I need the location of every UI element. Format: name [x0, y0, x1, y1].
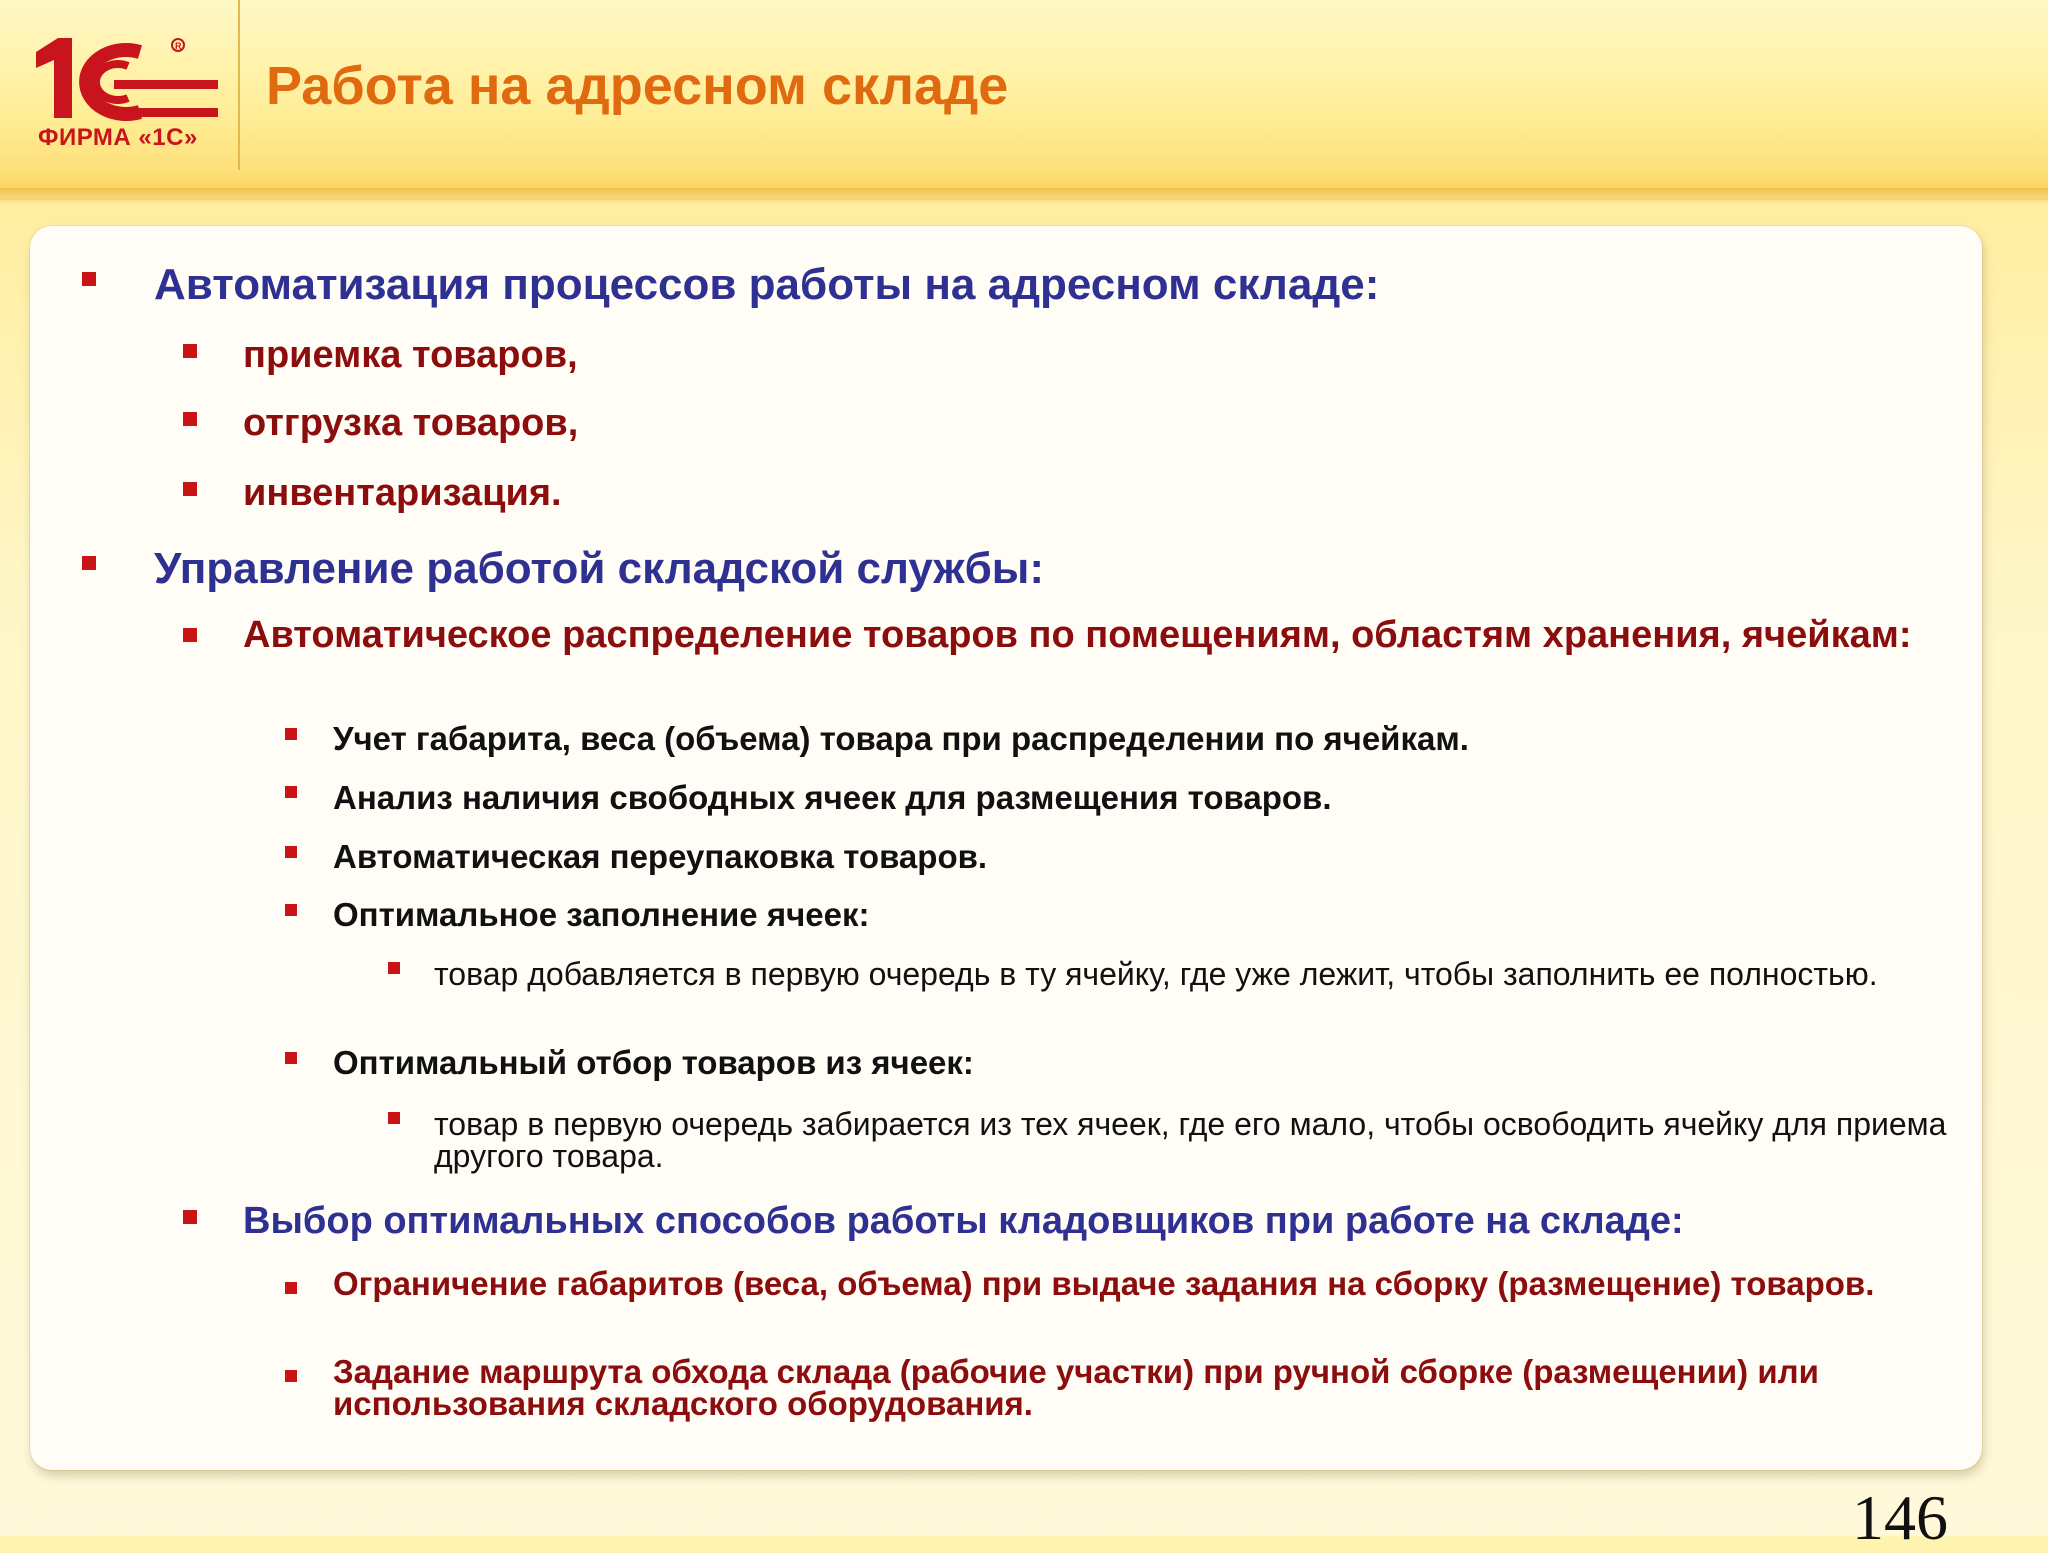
header-shadow: [0, 188, 2048, 204]
list-item-automation: Автоматизация процессов работы на адресном складе:: [154, 260, 1380, 309]
bullet-icon: [285, 846, 297, 858]
bullet-icon: [285, 1282, 297, 1294]
list-item-free-cells: Анализ наличия свободных ячеек для размещения товаров.: [333, 779, 1332, 816]
list-item-inventory: инвентаризация.: [243, 472, 562, 514]
page-title: Работа на адресном складе: [266, 56, 1009, 116]
list-item-receiving: приемка товаров,: [243, 334, 578, 376]
bullet-icon: [285, 904, 297, 916]
bullet-icon: [183, 482, 197, 496]
page-number: 146: [1852, 1482, 1948, 1553]
list-item-storekeepers: Выбор оптимальных способов работы кладовщиков при работе на складе:: [243, 1200, 1684, 1242]
bullet-icon: [285, 1370, 297, 1382]
list-item-optimal-pick: Оптимальный отбор товаров из ячеек:: [333, 1044, 974, 1081]
list-item-auto-distribution: Автоматическое распределение товаров по помещениям, областям хранения, ячейкам:: [243, 614, 1912, 656]
list-item-management: Управление работой складской службы:: [154, 544, 1044, 593]
header-divider: [238, 0, 240, 170]
bullet-icon: [183, 344, 197, 358]
list-item-pick-note: товар в первую очередь забирается из тех ячеек, где его мало, чтобы освободить ячейку для приема другого товара.: [434, 1106, 1947, 1174]
bullet-icon: [183, 412, 197, 426]
bullet-icon: [183, 628, 197, 642]
list-item-repacking: Автоматическая переупаковка товаров.: [333, 838, 988, 875]
bullet-icon: [183, 1210, 197, 1224]
bullet-icon: [285, 1052, 297, 1064]
bullet-icon: [82, 272, 96, 286]
list-item-fill-note: товар добавляется в первую очередь в ту ячейку, где уже лежит, чтобы заполнить ее полностью.: [434, 956, 1878, 992]
bullet-icon: [82, 556, 96, 570]
list-item-dimension-limit: Ограничение габаритов (веса, объема) при выдаче задания на сборку (размещение) товаров.: [333, 1265, 1875, 1302]
bullet-icon: [285, 728, 297, 740]
svg-text:R: R: [175, 41, 182, 51]
list-item-shipping: отгрузка товаров,: [243, 402, 579, 444]
bullet-icon: [388, 962, 400, 974]
list-item-route: Задание маршрута обхода склада (рабочие участки) при ручной сборке (размещении) или использования складского оборудования.: [333, 1353, 1819, 1422]
bullet-icon: [285, 786, 297, 798]
logo-caption: ФИРМА «1С»: [38, 124, 198, 151]
list-item-optimal-fill: Оптимальное заполнение ячеек:: [333, 896, 870, 933]
bullet-icon: [388, 1112, 400, 1124]
list-item-dimensions: Учет габарита, веса (объема) товара при распределении по ячейкам.: [333, 720, 1469, 757]
